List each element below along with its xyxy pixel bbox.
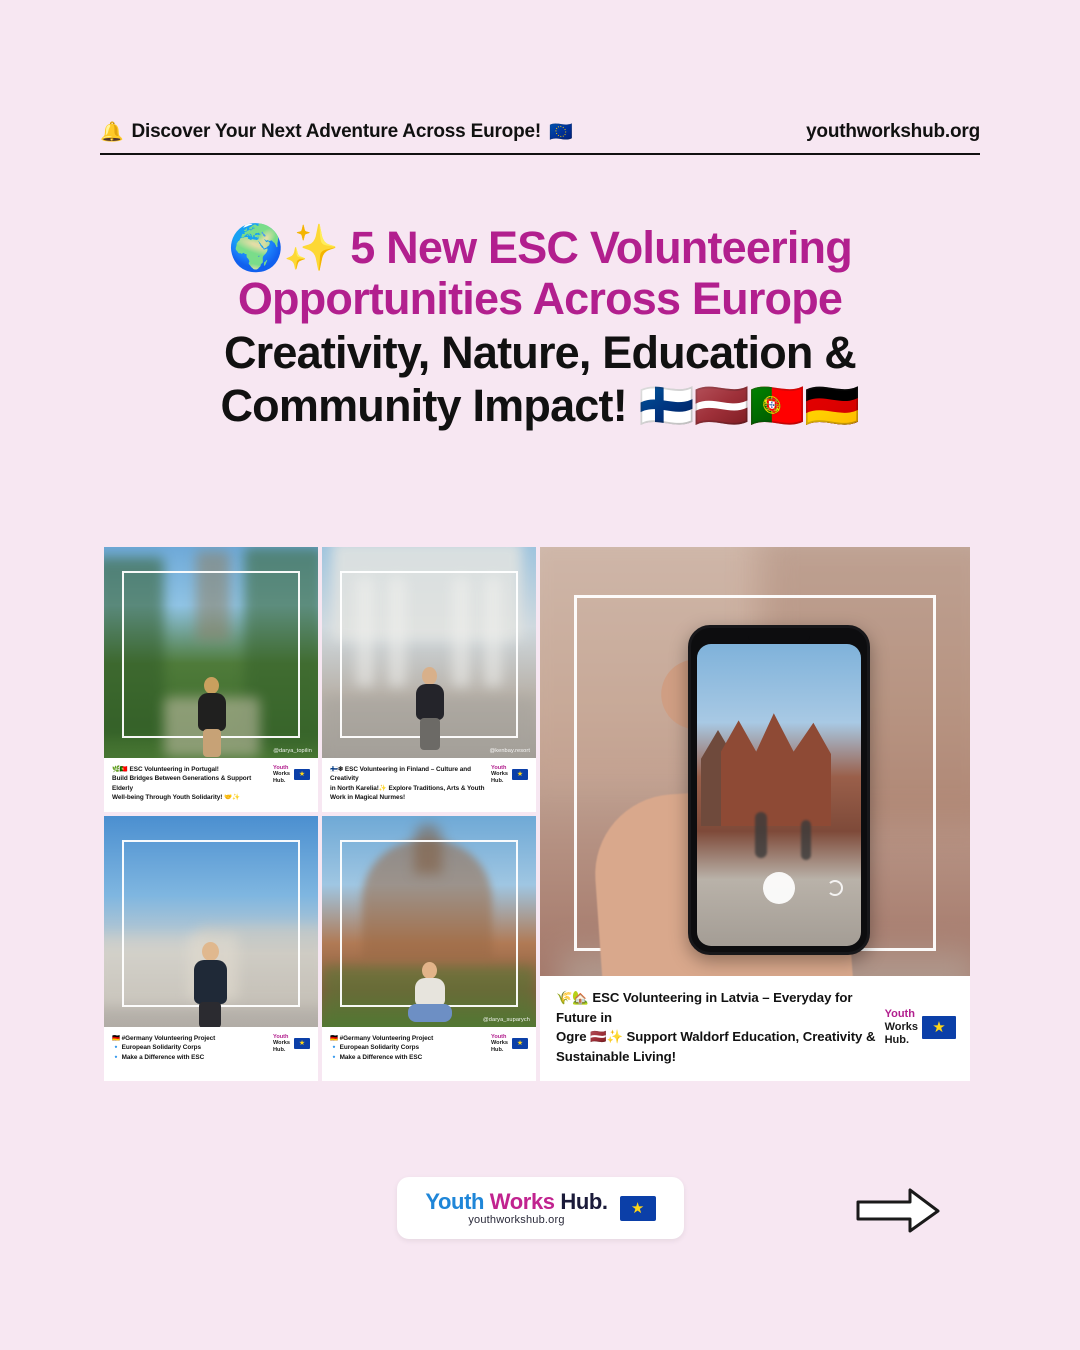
brand-text: [273, 1034, 290, 1053]
brand-logo[interactable]: [397, 1177, 684, 1239]
caption-line: Well-being Through Youth Solidarity! 🤝✨: [112, 793, 240, 801]
caption-line: 🌾🏡 ESC Volunteering in Latvia – Everyday for Future in: [556, 989, 853, 1025]
caption-line: 🔹 Make a Difference with ESC: [330, 1053, 423, 1061]
caption-text: [112, 765, 267, 802]
caption-line: 🇫🇮❄ ESC Volunteering in Finland – Culture and Creativity: [330, 766, 471, 783]
headline-line-1: 🌍✨ 5 New ESC Volunteering: [228, 222, 852, 273]
photo-grid: [104, 547, 976, 1085]
phone-notch: [748, 632, 810, 643]
eu-flag-icon: [512, 769, 528, 780]
flip-camera-icon[interactable]: [827, 880, 843, 896]
headline-line-2: Opportunities Across Europe: [237, 273, 843, 325]
page-title: [70, 222, 1010, 431]
top-bar-tagline: Discover Your Next Adventure Across Europe!: [131, 120, 541, 142]
house-of-blackheads: [721, 706, 831, 826]
caption-text: [330, 765, 485, 802]
brand-line-youth: Youth: [273, 1034, 289, 1040]
card-caption: [322, 1027, 536, 1081]
caption-line: 🔹 Make a Difference with ESC: [112, 1053, 205, 1061]
card-portugal[interactable]: [104, 547, 318, 812]
swipe-right-arrow-icon[interactable]: [852, 1181, 944, 1239]
brand-text: [273, 765, 290, 784]
caption-line: 🇩🇪 #Germany Volunteering Project: [330, 1035, 434, 1042]
caption-line: Build Bridges Between Generations & Support Elderly: [112, 775, 252, 792]
shutter-button[interactable]: [763, 872, 795, 904]
brand-line-youth: Youth: [491, 1034, 507, 1040]
smartphone: [688, 625, 870, 955]
caption-line: in North Karelia!✨ Explore Traditions, Arts & Youth: [330, 784, 485, 792]
brand-logo-text: [425, 1190, 607, 1227]
brand-word-youth: Youth: [425, 1188, 490, 1214]
brand-line-works: Works: [884, 1020, 918, 1033]
caption-text: [112, 1034, 267, 1062]
brand-line-works: Works: [273, 1040, 290, 1047]
eu-flag-icon: [294, 769, 310, 780]
brand-lockup: [273, 1034, 310, 1053]
headline-line-3: Creativity, Nature, Education &: [223, 326, 856, 378]
caption-line: Ogre 🇱🇻✨ Support Waldorf Education, Creativity &: [556, 1029, 876, 1045]
brand-line-youth: Youth: [491, 765, 507, 771]
card-germany-1[interactable]: [104, 816, 318, 1081]
brand-word-hub: Hub.: [560, 1188, 608, 1214]
photo-credit: @darya_topilin: [273, 748, 312, 754]
brand-text: [491, 1034, 508, 1053]
brand-lockup: [885, 1008, 956, 1048]
brand-line-hub: Hub.: [273, 777, 286, 784]
website-label: youthworkshub.org: [806, 120, 980, 142]
eu-flag-icon: 🇪🇺: [549, 121, 573, 143]
brand-line-hub: Hub.: [491, 1046, 504, 1053]
card-latvia[interactable]: [540, 547, 970, 1081]
headline-line-4: Community Impact! 🇫🇮🇱🇻🇵🇹🇩🇪: [220, 379, 860, 431]
brand-line-works: Works: [491, 771, 508, 778]
top-bar: [100, 120, 980, 155]
brand-line-hub: Hub.: [491, 777, 504, 784]
eu-flag-icon: [294, 1038, 310, 1049]
brand-lockup: [273, 765, 310, 784]
brand-line-hub: Hub.: [884, 1034, 910, 1046]
caption-line: Work in Magical Nurmes!: [330, 793, 406, 801]
brand-lockup: [491, 1034, 528, 1053]
photo-credit: @darya_suparych: [483, 1017, 530, 1023]
brand-lockup: [491, 765, 528, 784]
phone-camera-viewfinder: [697, 644, 861, 946]
brand-word-works: Works: [489, 1188, 561, 1214]
card-caption: [540, 976, 970, 1081]
brand-logo-name: [425, 1190, 607, 1213]
top-bar-left: [100, 120, 572, 143]
eu-flag-icon: [922, 1016, 956, 1039]
brand-text: [885, 1008, 918, 1048]
brand-line-youth: Youth: [273, 765, 289, 771]
brand-line-youth: Youth: [884, 1007, 915, 1020]
caption-line: 🇩🇪 #Germany Volunteering Project: [112, 1035, 216, 1042]
card-finland[interactable]: [322, 547, 536, 812]
brand-logo-url: youthworkshub.org: [468, 1213, 565, 1226]
caption-line: Sustainable Living!: [556, 1049, 676, 1065]
card-caption: [104, 758, 318, 812]
brand-line-hub: Hub.: [273, 1046, 286, 1053]
eu-flag-icon: [512, 1038, 528, 1049]
caption-text: [556, 988, 879, 1067]
card-germany-2[interactable]: [322, 816, 536, 1081]
brand-line-works: Works: [491, 1040, 508, 1047]
eu-flag-icon: [620, 1196, 656, 1221]
bell-icon: 🔔: [100, 121, 124, 143]
caption-line: 🌿🇵🇹 ESC Volunteering in Portugal!: [112, 766, 219, 773]
brand-line-works: Works: [273, 771, 290, 778]
caption-line: 🔹 European Solidarity Corps: [330, 1044, 419, 1052]
caption-line: 🔹 European Solidarity Corps: [112, 1044, 201, 1052]
brand-text: [491, 765, 508, 784]
card-caption: [322, 758, 536, 812]
photo-credit: @kenbay.resort: [489, 748, 530, 754]
caption-text: [330, 1034, 485, 1062]
card-caption: [104, 1027, 318, 1081]
